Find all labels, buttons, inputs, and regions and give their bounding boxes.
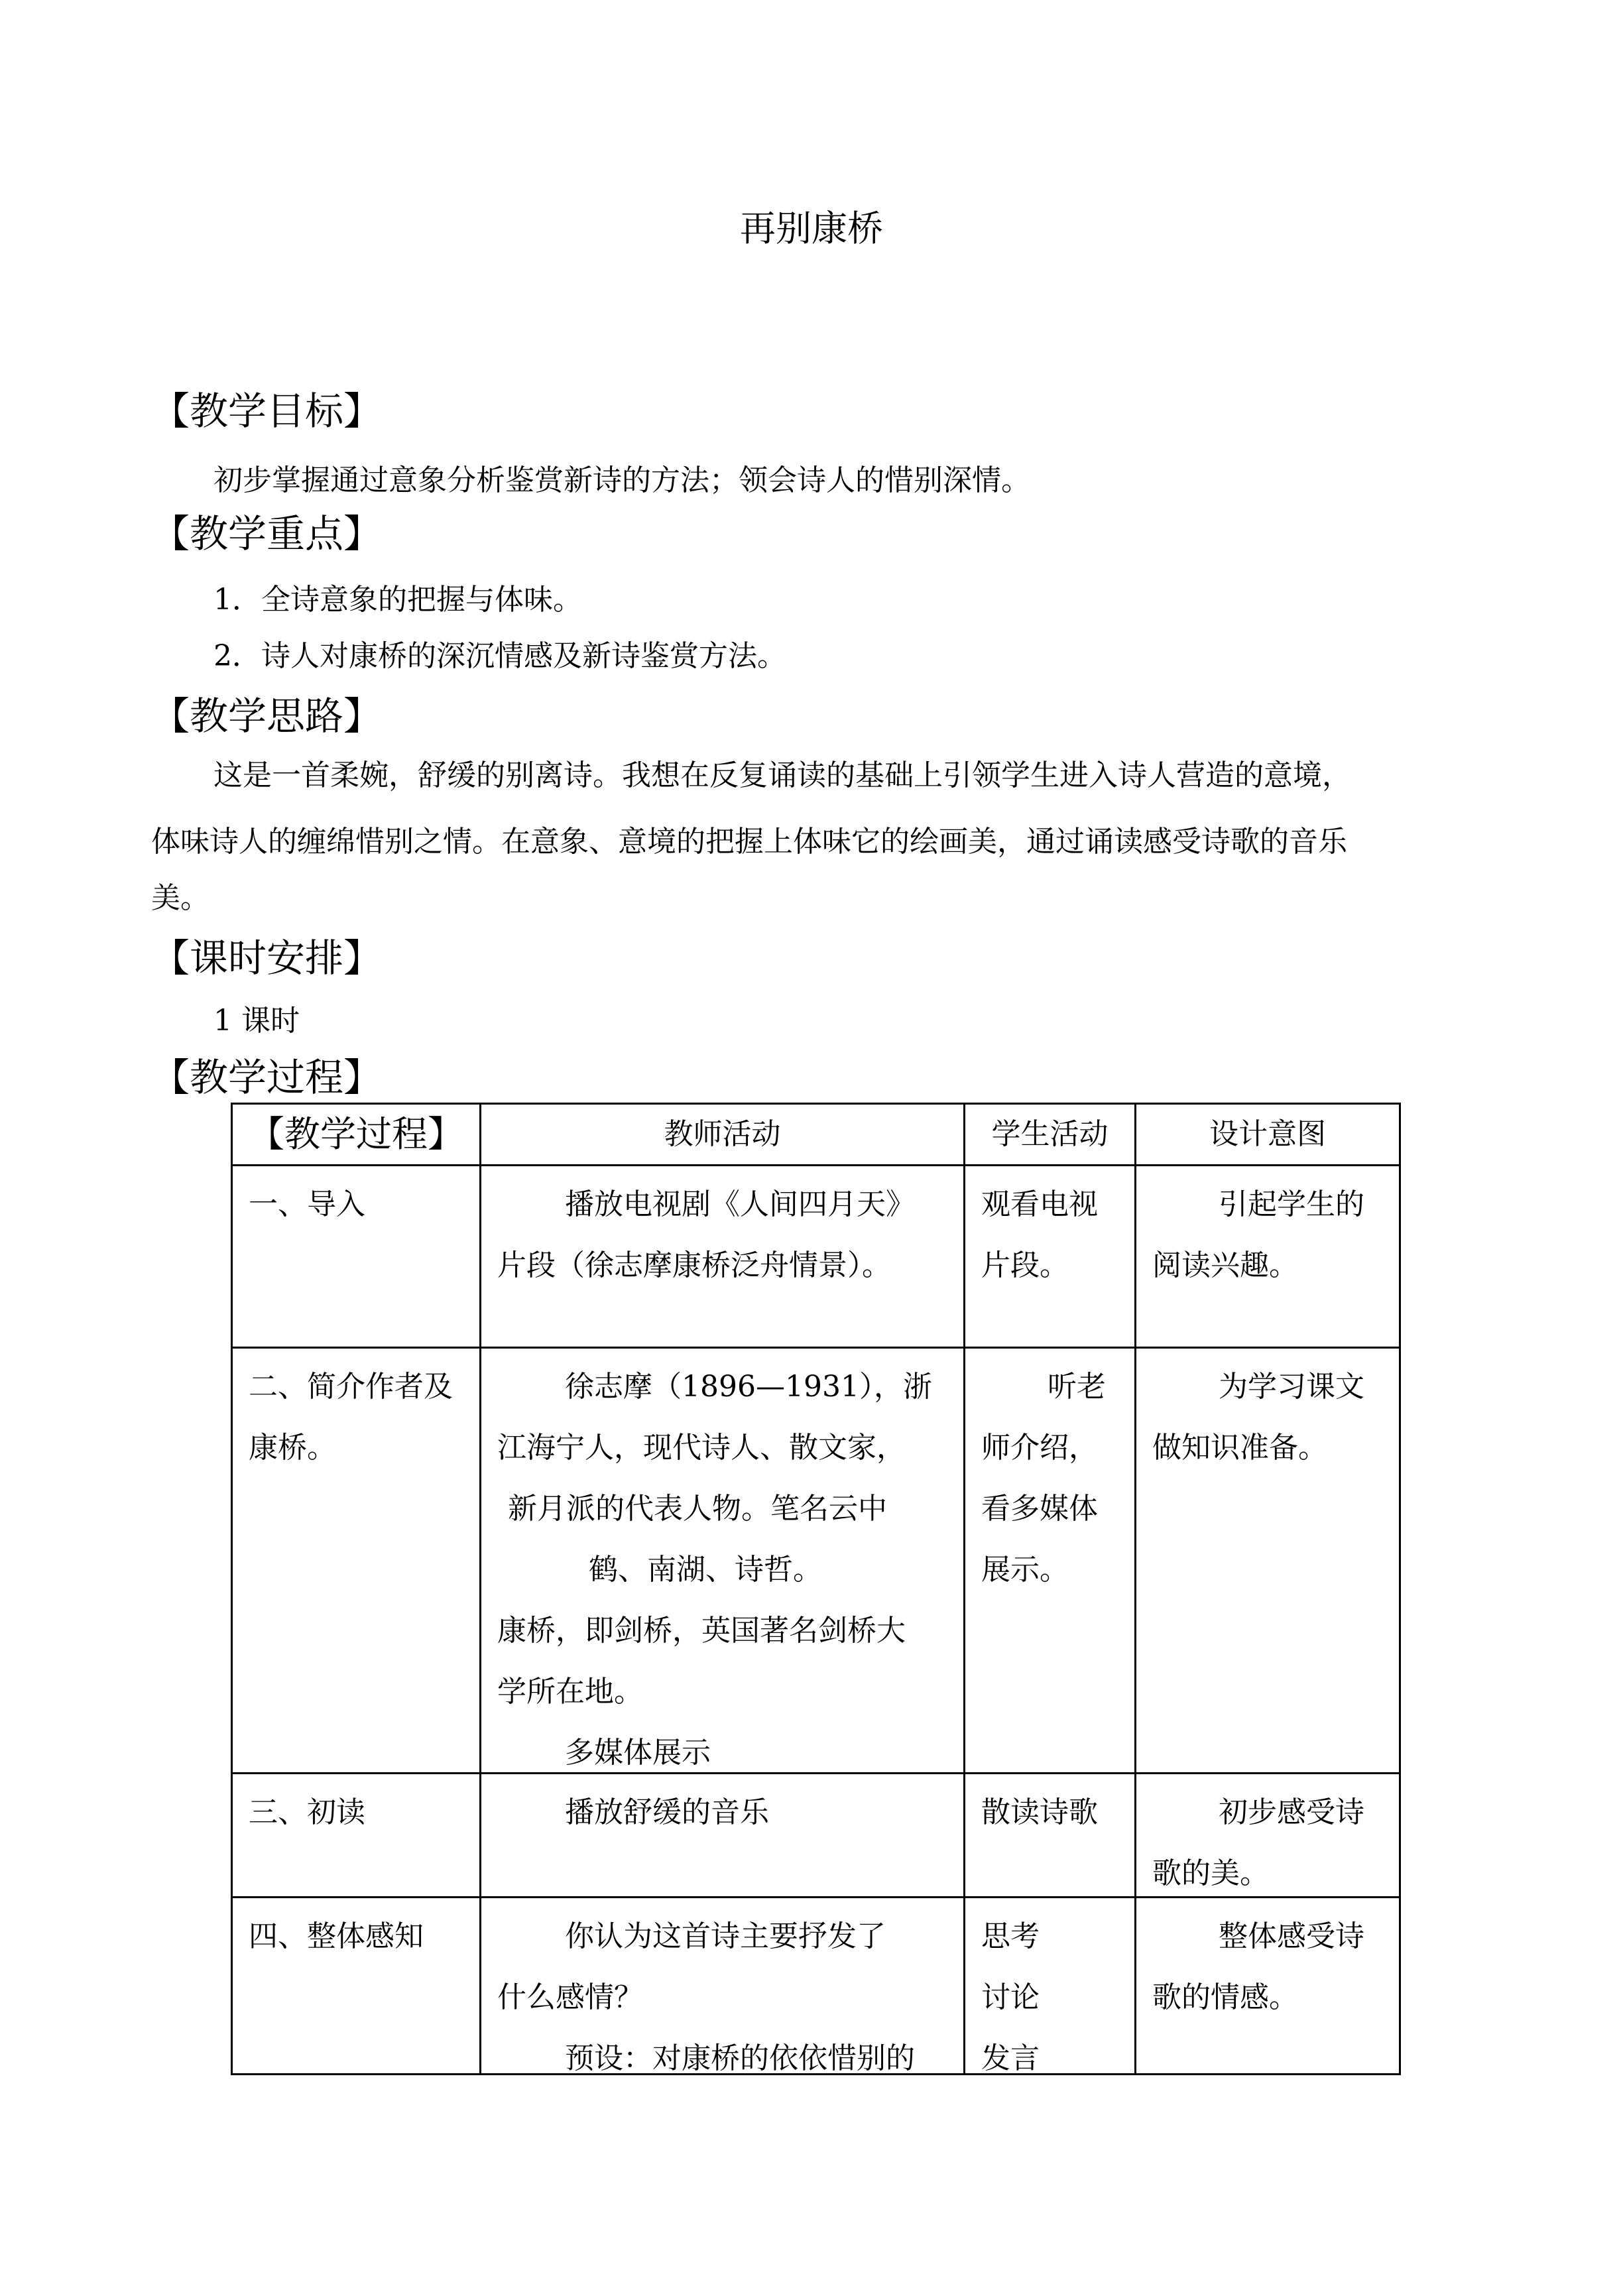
key-point-item: 1．全诗意象的把握与体味。 [213, 583, 582, 617]
cell-line: 初步感受诗 [1219, 1795, 1364, 1829]
page-title: 再别康桥 [740, 208, 883, 249]
cell-line: 多媒体展示 [565, 1736, 711, 1770]
cell-line: 为学习课文 [1219, 1370, 1364, 1404]
cell-line: 展示。 [981, 1553, 1069, 1587]
cell-line: 讨论 [981, 1980, 1040, 2014]
cell-line: 学所在地。 [497, 1675, 643, 1709]
cell-line: 康桥，即剑桥，英国著名剑桥大 [497, 1614, 906, 1648]
cell-line: 预设：对康桥的依依惜别的 [565, 2041, 915, 2075]
table-header-teacher: 教师活动 [481, 1105, 965, 1166]
cell-line: 观看电视 [981, 1187, 1098, 1221]
cell-line: 听老 [1048, 1370, 1106, 1404]
teaching-process-table [231, 1103, 1401, 2075]
objectives-text: 初步掌握通过意象分析鉴赏新诗的方法；领会诗人的惜别深情。 [213, 463, 1030, 497]
approach-heading: 【教学思路】 [151, 694, 383, 739]
cell-line: 三、初读 [249, 1795, 365, 1829]
cell-line: 思考 [981, 1919, 1040, 1953]
table-cell-intent [1136, 1898, 1401, 2075]
cell-line: 康桥。 [249, 1431, 336, 1465]
cell-line: 片段。 [981, 1248, 1069, 1282]
cell-line: 做知识准备。 [1152, 1431, 1327, 1465]
table-header-student: 学生活动 [965, 1105, 1136, 1166]
schedule-text: 1 课时 [213, 1004, 300, 1038]
table-cell-teacher [481, 1349, 965, 1774]
table-header-stage: 【教学过程】 [233, 1105, 481, 1166]
cell-line: 歌的情感。 [1152, 1980, 1298, 2014]
cell-line: 播放电视剧《人间四月天》 [565, 1187, 915, 1221]
cell-line: 引起学生的 [1219, 1187, 1364, 1221]
table-cell-stage [233, 1349, 481, 1774]
cell-line: 一、导入 [249, 1187, 365, 1221]
cell-line: 整体感受诗 [1219, 1919, 1364, 1953]
cell-line: 播放舒缓的音乐 [565, 1795, 769, 1829]
table-cell-stage [233, 1898, 481, 2075]
approach-line: 体味诗人的缠绵惜别之情。在意象、意境的把握上体味它的绘画美，通过诵读感受诗歌的音乐 [151, 825, 1347, 859]
cell-line: 发言 [981, 2041, 1040, 2075]
cell-line: 新月派的代表人物。笔名云中 [508, 1492, 887, 1526]
table-cell-student [965, 1349, 1136, 1774]
table-cell-intent [1136, 1349, 1401, 1774]
cell-line: 徐志摩（1896—1931），浙 [565, 1370, 932, 1404]
cell-line: 散读诗歌 [981, 1795, 1098, 1829]
cell-line: 江海宁人，现代诗人、散文家， [497, 1431, 906, 1465]
key-point-item: 2．诗人对康桥的深沉情感及新诗鉴赏方法。 [213, 639, 786, 673]
cell-line: 片段（徐志摩康桥泛舟情景）。 [497, 1248, 891, 1282]
approach-line: 美。 [151, 881, 210, 915]
table-cell-student [965, 1166, 1136, 1349]
cell-line: 什么感情？ [497, 1980, 643, 2014]
table-cell-teacher [481, 1166, 965, 1349]
table-cell-student [965, 1774, 1136, 1898]
objectives-heading: 【教学目标】 [151, 389, 383, 434]
cell-line: 歌的美。 [1152, 1856, 1269, 1890]
table-cell-intent [1136, 1166, 1401, 1349]
cell-line: 阅读兴趣。 [1152, 1248, 1298, 1282]
table-cell-student [965, 1898, 1136, 2075]
cell-line: 看多媒体 [981, 1492, 1098, 1526]
cell-line: 你认为这首诗主要抒发了 [565, 1919, 886, 1953]
schedule-heading: 【课时安排】 [151, 936, 383, 981]
cell-line: 四、整体感知 [249, 1919, 424, 1953]
table-cell-intent [1136, 1774, 1401, 1898]
table-header-intent: 设计意图 [1136, 1105, 1401, 1166]
approach-line: 这是一首柔婉，舒缓的别离诗。我想在反复诵读的基础上引领学生进入诗人营造的意境， [213, 758, 1351, 792]
table-cell-stage [233, 1166, 481, 1349]
table-cell-stage [233, 1774, 481, 1898]
table-cell-teacher [481, 1774, 965, 1898]
cell-line: 鹤、南湖、诗哲。 [589, 1553, 822, 1587]
table-cell-teacher [481, 1898, 965, 2075]
process-heading: 【教学过程】 [151, 1055, 383, 1100]
cell-line: 二、简介作者及 [249, 1370, 453, 1404]
cell-line: 师介绍， [981, 1431, 1098, 1465]
key-points-heading: 【教学重点】 [151, 511, 383, 556]
